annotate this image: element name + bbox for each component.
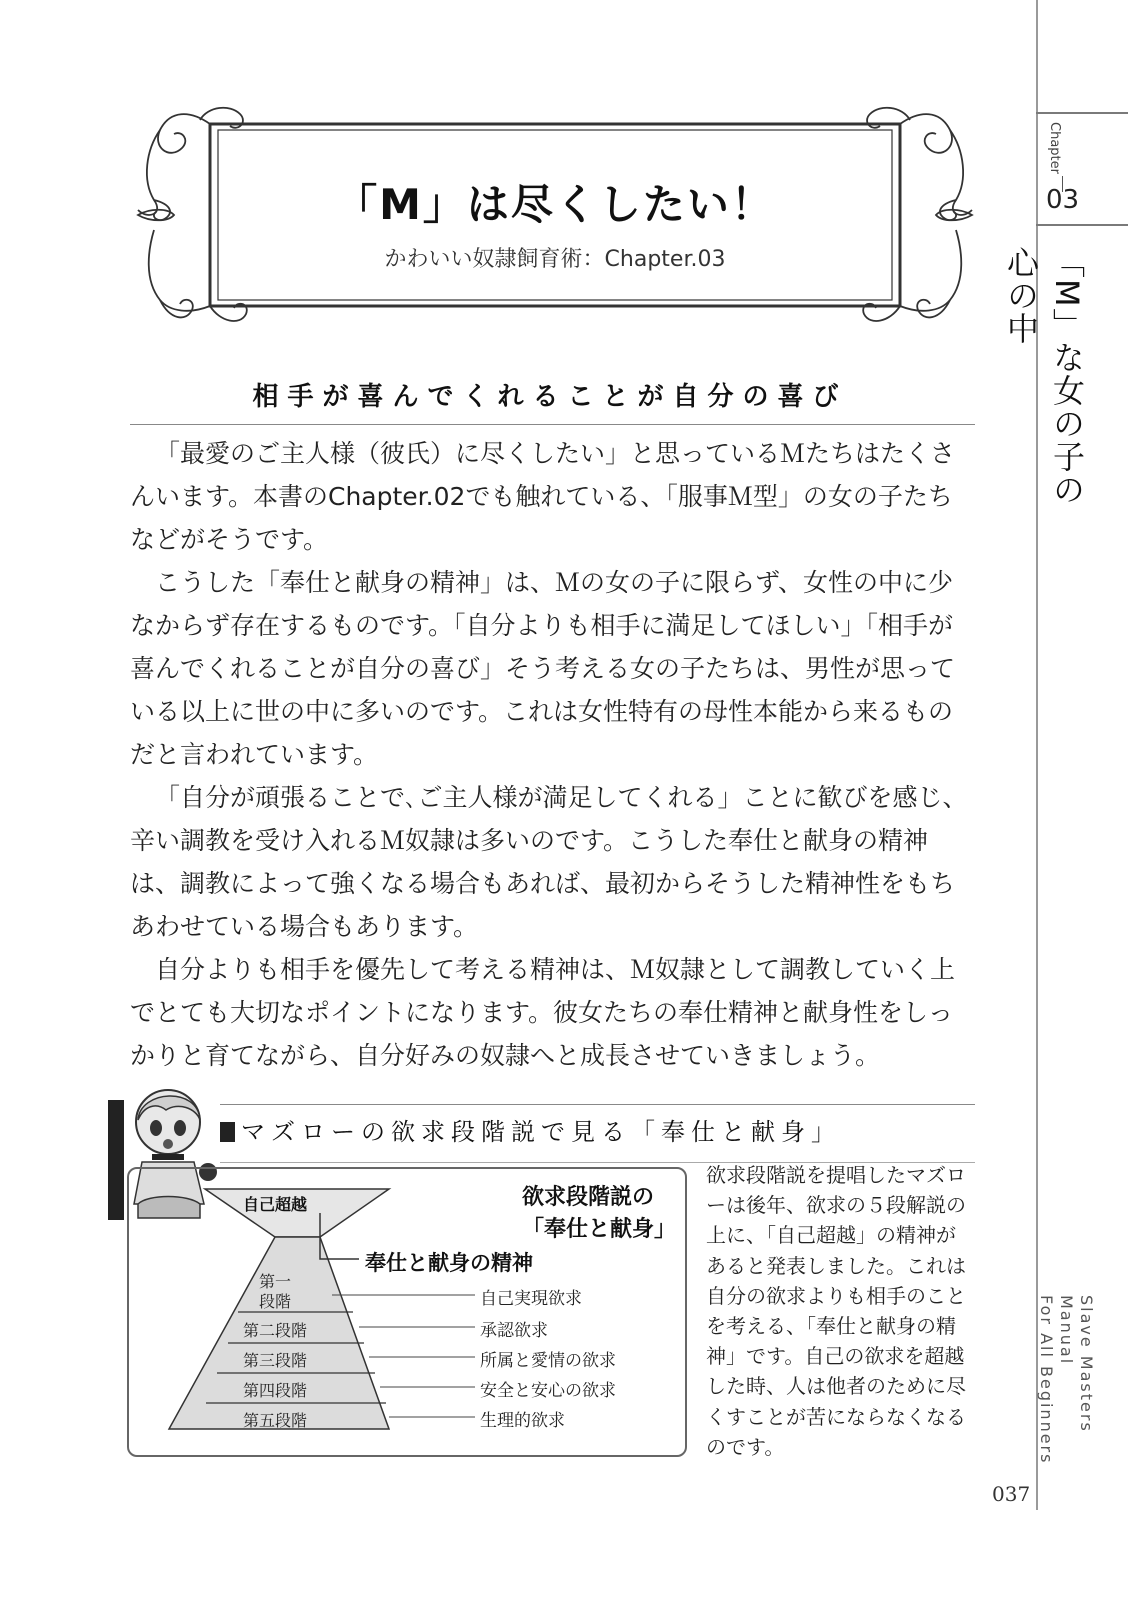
need-label-4: 安全と安心の欲求 — [480, 1381, 616, 1401]
need-label-2: 承認欲求 — [480, 1321, 548, 1341]
page-number: 037 — [992, 1482, 1031, 1506]
level-label-4: 第四段階 — [242, 1381, 307, 1400]
section-divider — [130, 424, 975, 425]
diagram-title — [522, 1182, 682, 1246]
tab-chapter-title: 「M」な女の子の心の中 — [1002, 246, 1086, 506]
body-paragraph: 「自分が頑張ることで､ご主人様が満足してくれる」ことに歓びを感じ、辛い調教を受け入れるＭ奴隷は多いのです。こうした奉仕と献身の精神は、調教によって強くなる場合もあれば、最初からそうした精神性をもちあわせている場合もあります。 — [130, 783, 968, 941]
need-label-5: 生理的欲求 — [480, 1411, 565, 1431]
chapter-title: 「M」は尽くしたい！ — [335, 180, 775, 229]
level-label-1 — [245, 1272, 305, 1312]
body-paragraph: 「最愛のご主人様（彼氏）に尽くしたい」と思っているＭたちはたくさんいます。本書のChapter.02でも触れている、「服事Ｍ型」の女の子たちなどがそうです。 — [130, 439, 956, 554]
spirit-label: 奉仕と献身の精神 — [365, 1251, 533, 1275]
series-line-2: For All Beginners — [1037, 1295, 1056, 1465]
sidebar-heading — [215, 1112, 915, 1147]
tab-divider-middle — [1036, 224, 1128, 226]
tab-chapter-label: Chapter — [1047, 122, 1062, 174]
level-label-2: 第二段階 — [242, 1321, 307, 1340]
tab-chapter-number: 03 — [1045, 185, 1080, 215]
chapter-subtitle: かわいい奴隷飼育術：Chapter.03 — [384, 247, 726, 272]
series-line-1: Slave Masters Manual — [1057, 1295, 1096, 1433]
need-label-3: 所属と愛情の欲求 — [480, 1351, 616, 1371]
need-label-1: 自己実現欲求 — [480, 1289, 582, 1309]
body-paragraph: 自分よりも相手を優先して考える精神は、Ｍ奴隷として調教していく上でとても大切なポイントになります。彼女たちの奉仕精神と献身性をしっかりと育てながら、自分好みの奴隷へと成長させていきましょう。 — [130, 955, 956, 1070]
sidebar-heading-text: マズローの欲求段階説で見る「奉仕と献身」 — [241, 1118, 841, 1146]
sidebar-text: 欲求段階説を提唱したマズローは後年、欲求の５段解説の上に、「自己超越」の精神があると発表しました。これは自分の欲求よりも相手のことを考える、「奉仕と献身の精神」です。自己の欲求を超越した時、人は他者のために尽くすことが苦にならなくなるのです。 — [706, 1163, 966, 1459]
pyramid-top-label: 自己超越 — [242, 1195, 307, 1214]
level-label-1-top: 第一 — [258, 1272, 291, 1291]
level-label-5: 第五段階 — [242, 1411, 307, 1430]
side-tab-rule — [1036, 0, 1038, 1510]
body-text — [130, 432, 975, 1077]
body-paragraph: こうした「奉仕と献身の精神」は、Ｍの女の子に限らず、女性の中に少なからず存在するものです。「自分よりも相手に満足してほしい」「相手が喜んでくれることが自分の喜び」そう考える女の子たちは、男性が思っている以上に世の中に多いのです。これは女性特有の母性本能から来るものだと言われています。 — [130, 568, 956, 769]
diagram-title-line-2: 「奉仕と献身」 — [522, 1217, 677, 1242]
tab-series-name — [1036, 1295, 1096, 1505]
diagram-title-line-1: 欲求段階説の — [522, 1185, 655, 1210]
section-heading: 相手が喜んでくれることが自分の喜び — [252, 382, 848, 412]
level-label-3: 第三段階 — [242, 1351, 307, 1370]
sidebar-divider-top — [205, 1104, 975, 1105]
level-label-1-bottom: 段階 — [258, 1292, 291, 1311]
tab-divider-top — [1036, 112, 1128, 114]
